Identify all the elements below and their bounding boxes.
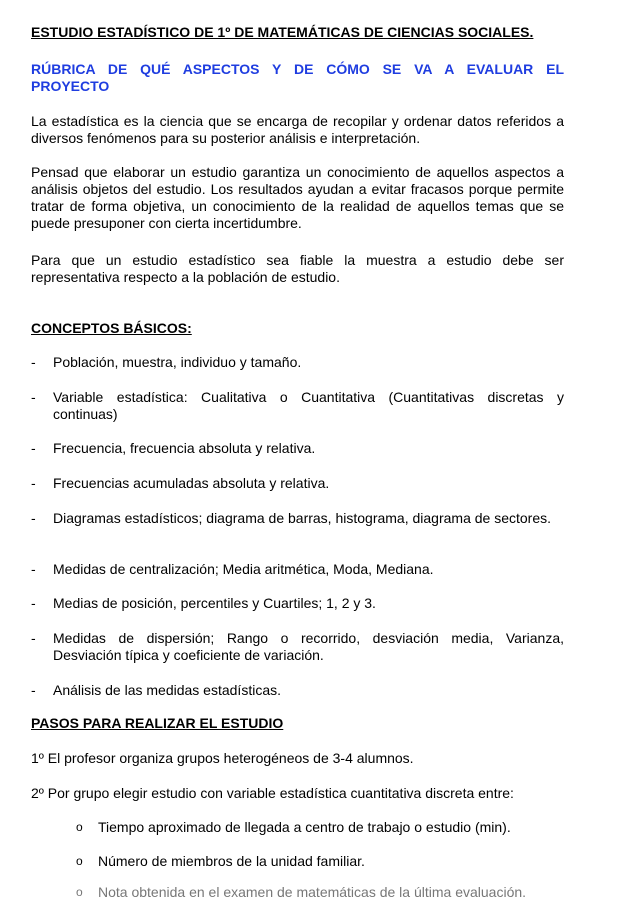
option-text: Nota obtenida en el examen de matemáticas de la última evaluación. <box>98 884 527 900</box>
list-item <box>76 853 365 870</box>
intro-paragraph-1: La estadística es la ciencia que se encarga de recopilar y ordenar datos referidos a diversos fenómenos para su posterior análisis e interpretación. <box>31 113 564 146</box>
circle-bullet: o <box>76 885 83 899</box>
step-2: 2º Por grupo elegir estudio con variable estadística cuantitativa discreta entre: <box>31 785 514 801</box>
list-item-text: Medidas de dispersión; Rango o recorrido, desviación media, Varianza, Desviación típica y coeficiente de variación. <box>53 630 564 663</box>
dash-bullet: - <box>31 475 36 491</box>
list-item <box>31 475 564 492</box>
dash-bullet: - <box>31 682 36 698</box>
list-item-text: Medias de posición, percentiles y Cuartiles; 1, 2 y 3. <box>53 595 376 611</box>
list-item-text: Medidas de centralización; Media aritmética, Moda, Mediana. <box>53 561 434 577</box>
dash-bullet: - <box>31 595 36 611</box>
steps-heading: PASOS PARA REALIZAR EL ESTUDIO <box>31 715 284 731</box>
document-title: ESTUDIO ESTADÍSTICO DE 1º DE MATEMÁTICAS DE CIENCIAS SOCIALES. <box>31 24 534 40</box>
rubric-subtitle: RÚBRICA DE QUÉ ASPECTOS Y DE CÓMO SE VA A EVALUAR EL PROYECTO <box>31 61 564 94</box>
list-item <box>31 389 564 423</box>
basics-heading: CONCEPTOS BÁSICOS: <box>31 320 192 336</box>
list-item-text: Frecuencias acumuladas absoluta y relativa. <box>53 475 330 491</box>
list-item <box>31 510 564 527</box>
list-item-text: Análisis de las medidas estadísticas. <box>53 682 281 698</box>
list-item-text: Diagramas estadísticos; diagrama de barras, histograma, diagrama de sectores. <box>53 510 552 526</box>
option-text: Número de miembros de la unidad familiar. <box>98 853 365 869</box>
list-item <box>31 561 564 578</box>
list-item <box>31 354 564 371</box>
dash-bullet: - <box>31 630 36 646</box>
circle-bullet: o <box>76 854 83 868</box>
list-item <box>31 682 564 699</box>
dash-bullet: - <box>31 440 36 456</box>
list-item <box>31 630 564 664</box>
dash-bullet: - <box>31 389 36 405</box>
list-item <box>31 595 564 612</box>
list-item <box>31 440 564 457</box>
intro-paragraph-3: Para que un estudio estadístico sea fiable la muestra a estudio debe ser representativa respecto a la población de estudio. <box>31 252 564 285</box>
dash-bullet: - <box>31 561 36 577</box>
list-item <box>76 819 511 836</box>
intro-paragraph-2: Pensad que elaborar un estudio garantiza un conocimiento de aquellos aspectos a análisis objetos del estudio. Los resultados ayudan a evitar fracasos porque permite tratar de forma objetiva, un conocimiento de la realidad de aquellos temas que se puede presuponer con cierta incertidumbre. <box>31 164 564 231</box>
dash-bullet: - <box>31 354 36 370</box>
step-1: 1º El profesor organiza grupos heterogéneos de 3-4 alumnos. <box>31 750 414 766</box>
option-text: Tiempo aproximado de llegada a centro de trabajo o estudio (min). <box>98 819 511 835</box>
list-item-text: Variable estadística: Cualitativa o Cuantitativa (Cuantitativas discretas y continuas) <box>53 389 564 422</box>
dash-bullet: - <box>31 510 36 526</box>
circle-bullet: o <box>76 820 83 834</box>
list-item-text: Población, muestra, individuo y tamaño. <box>53 354 302 370</box>
list-item <box>76 884 526 901</box>
list-item-text: Frecuencia, frecuencia absoluta y relativa. <box>53 440 316 456</box>
